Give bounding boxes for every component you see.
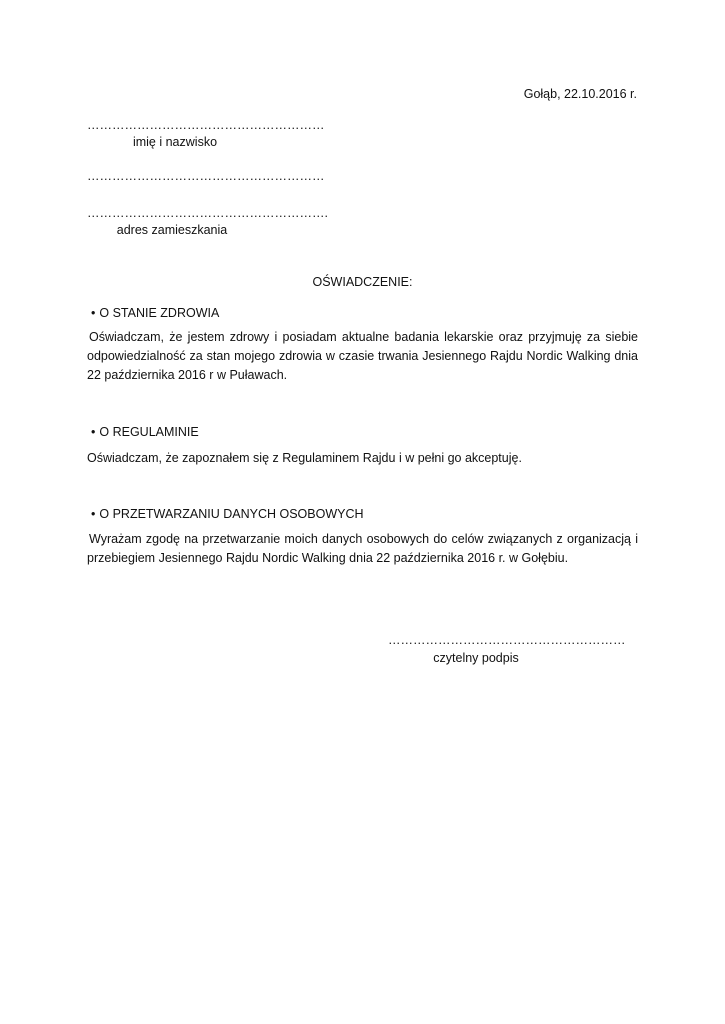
name-label: imię i nazwisko (132, 135, 218, 149)
address-dots-line-1: ………………………………………………… (87, 169, 325, 183)
date-line: Gołąb, 22.10.2016 r. (523, 87, 637, 101)
section-heading-health: • O STANIE ZDROWIA (91, 305, 219, 322)
section-heading-rules: • O REGULAMINIE (91, 424, 199, 441)
signature-dots-line: ………………………………………………… (388, 633, 626, 647)
name-dots-line: ………………………………………………… (87, 118, 325, 132)
address-label: adres zamieszkania (116, 223, 228, 237)
section-text-rules: Oświadczam, że zapoznałem się z Regulaminem Rajdu i w pełni go akceptuję. (87, 451, 522, 465)
address-dots-line-2: …………………………………………………. (87, 206, 328, 220)
section-text-health: Oświadczam, że jestem zdrowy i posiadam aktualne badania lekarskie oraz przyjmuję za siebie odpowiedzialność za stan mojego zdrowia w czasie trwania Jesiennego Rajdu Nordic Walking dnia 22 października 2016 r w Puławach. (87, 330, 638, 382)
signature-label: czytelny podpis (433, 651, 519, 665)
document-title: OŚWIADCZENIE: (312, 275, 413, 289)
section-text-data-processing: Wyrażam zgodę na przetwarzanie moich danych osobowych do celów związanych z organizacją i przebiegiem Jesiennego Rajdu Nordic Walking dnia 22 października 2016 r. w Gołębiu. (87, 532, 638, 565)
section-heading-data-processing: • O PRZETWARZANIU DANYCH OSOBOWYCH (91, 506, 364, 523)
